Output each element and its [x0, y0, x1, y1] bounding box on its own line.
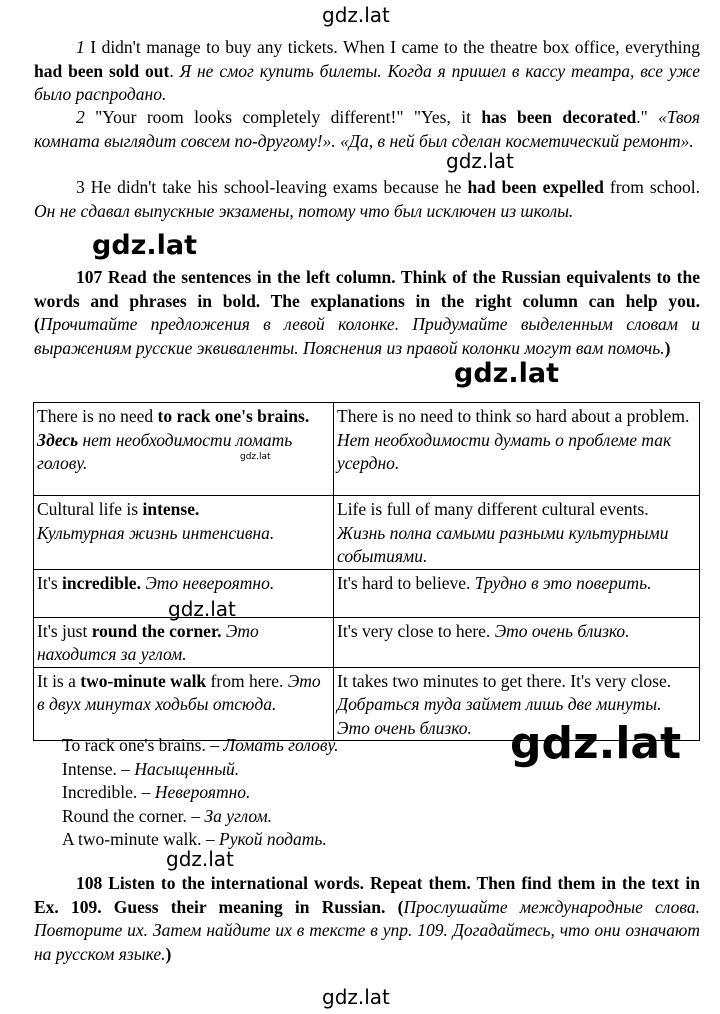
table-cell-left [34, 496, 334, 570]
sentence-1-translation: Я не смог купить билеты. Когда я пришел в кассу театра, все уже было распродано. [34, 60, 701, 104]
sentence-1-number: 1 [76, 37, 85, 57]
table-cell-right [334, 403, 700, 496]
glossary-item [62, 828, 339, 852]
exercise-108-heading: 108 Listen to the international words. Repeat them. Then find them in the text in Ex. 109. Guess their meaning in Russian. [34, 873, 700, 917]
glossary-item [62, 758, 339, 782]
exercise-107-translation: Прочитайте предложения в левой колонке. Придумайте выделенным словам и выражениям русские эквиваленты. Пояснения из правой колонки могут вам помочь. [34, 314, 700, 358]
cell-text: It's hard to believe. [337, 572, 475, 593]
cell-translation: нет необходимости ломать голову. [37, 429, 293, 473]
sentence-2-text: "Your room looks completely different!" "Yes, it [84, 107, 482, 127]
cell-text: There is no need to think so hard about a problem. [337, 406, 690, 426]
glossary [62, 734, 339, 852]
sentence-1-bold: had been sold out [34, 60, 170, 81]
glossary-term: To rack one's brains. – [62, 735, 224, 755]
glossary-term: Incredible. – [62, 782, 155, 802]
sentence-3-translation: Он не сдавал выпускные экзамены, потому что был исключен из школы. [34, 200, 574, 221]
cell-translation: Это в двух минутах ходьбы отсюда. [37, 670, 321, 714]
cell-text: from here. [206, 670, 288, 691]
cell-text: It's very close to here. [337, 620, 495, 641]
glossary-term: Round the corner. – [62, 805, 205, 826]
cell-bold: to rack one's brains. [157, 406, 310, 426]
exercise-108-translation: Прослушайте международные слова. Повторите их. Затем найдите их в тексте в упр. 109. Догадайтесь, что они означают на русском языке. [34, 896, 701, 964]
cell-text: It's just [37, 620, 92, 641]
table-row [34, 496, 700, 570]
glossary-translation: Невероятно. [154, 782, 251, 802]
sentence-2-bold: has been decorated [481, 107, 637, 127]
watermark-mid-3: gdz.lat [454, 358, 560, 389]
glossary-item [62, 734, 339, 758]
glossary-item [62, 781, 339, 805]
cell-translation: Трудно в это поверить. [474, 572, 652, 593]
table-cell-left [34, 617, 334, 667]
exercise-108-paren-close: ) [165, 943, 172, 964]
watermark-lower: gdz.lat [166, 847, 234, 871]
watermark-bottom: gdz.lat [322, 985, 390, 1009]
table-cell-right [334, 496, 700, 570]
cell-bold: round the corner. [91, 620, 222, 641]
cell-translation: Это находится за углом. [37, 620, 259, 664]
glossary-translation: Насыщенный. [134, 758, 240, 779]
table-cell-left [34, 403, 334, 496]
cell-text: Life is full of many different cultural events. [337, 499, 649, 519]
sentence-2-punct: ." [636, 107, 659, 127]
cell-translation: Добраться туда займет лишь две минуты. Это очень близко. [337, 694, 662, 738]
glossary-translation: Ломать голову. [223, 735, 339, 755]
cell-text: There is no need [37, 406, 158, 426]
cell-translation: Это очень близко. [494, 620, 630, 641]
cell-translation: Жизнь полна самыми разными культурными событиями. [337, 522, 669, 566]
glossary-term: A two-minute walk. – [62, 829, 219, 849]
sentence-1-punct: . [169, 60, 180, 81]
sentence-2-translation: «Твоя комната выглядит совсем по-другому!». «Да, в ней был сделан косметический ремонт». [34, 107, 700, 151]
table-row [34, 667, 700, 741]
cell-text: It takes two minutes to get there. It's very close. [337, 670, 672, 691]
sentence-3 [34, 176, 700, 223]
exercise-107-paren-close: ) [664, 337, 671, 358]
sentence-3-bold: had been expelled [467, 177, 604, 197]
exercise-107-paren-open: ( [34, 314, 40, 334]
watermark-mid-2: gdz.lat [92, 230, 198, 261]
table-cell-left [34, 569, 334, 617]
vocabulary-table [33, 402, 700, 741]
sentence-2 [34, 106, 700, 153]
table-cell-right [334, 667, 700, 741]
exercise-108-paren-open: ( [385, 896, 404, 917]
table-row [34, 617, 700, 667]
table-cell-left [34, 667, 334, 741]
table-cell-right [334, 569, 700, 617]
watermark-table: gdz.lat [168, 597, 236, 621]
exercise-107 [34, 266, 700, 360]
cell-translation: Культурная жизнь интенсивна. [37, 522, 275, 543]
cell-text: It is a [37, 670, 81, 691]
cell-bold: two-minute walk [80, 670, 207, 691]
cell-bold: incredible. [62, 572, 141, 593]
glossary-translation: Рукой подать. [219, 829, 327, 849]
watermark-large: gdz.lat [510, 718, 682, 769]
table-cell-right [334, 617, 700, 667]
sentence-3-punct: from school. [603, 177, 700, 197]
cell-translation: Нет необходимости думать о проблеме так усердно. [337, 429, 672, 473]
sentence-2-number: 2 [76, 107, 85, 127]
glossary-term: Intense. – [62, 758, 135, 779]
cell-text: It's [37, 572, 63, 593]
cell-text: Cultural life is [37, 499, 143, 519]
table-row [34, 403, 700, 496]
exercise-108 [34, 872, 700, 966]
table-row [34, 569, 700, 617]
watermark-top: gdz.lat [322, 3, 390, 27]
glossary-item [62, 805, 339, 829]
cell-bold-italic: Здесь [37, 429, 79, 450]
sentence-3-text: 3 He didn't take his school-leaving exams because he [76, 177, 468, 197]
watermark-mid-1: gdz.lat [446, 149, 514, 173]
watermark-tiny: gdz.lat [240, 452, 271, 462]
glossary-translation: За углом. [204, 805, 273, 826]
sentence-1-text: I didn't manage to buy any tickets. When I came to the theatre box office, everything [84, 37, 700, 57]
exercise-107-heading: 107 Read the sentences in the left column. Think of the Russian equivalents to the words and phrases in bold. The explanations in the right column can help you. [34, 267, 700, 311]
cell-bold: intense. [142, 499, 200, 519]
sentence-1 [34, 36, 700, 107]
cell-translation: Это невероятно. [140, 572, 275, 593]
